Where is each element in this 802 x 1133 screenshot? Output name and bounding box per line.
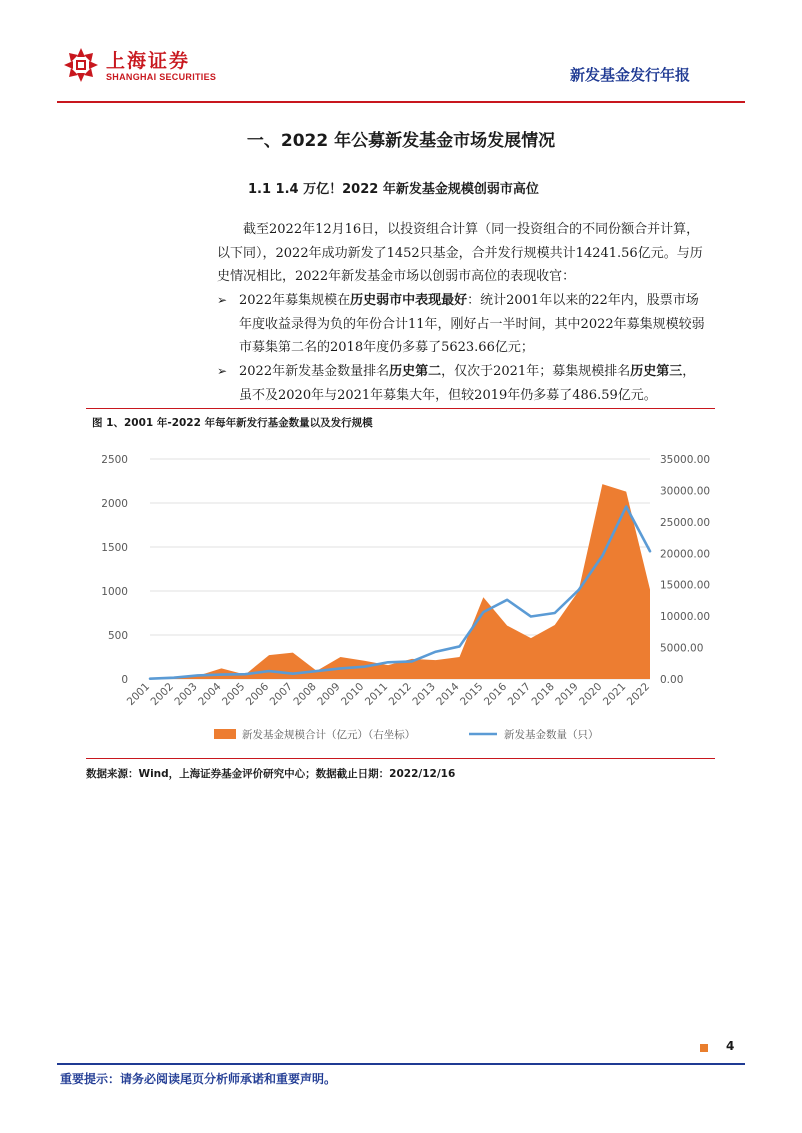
- x-axis-tick-label: 2006: [243, 680, 272, 709]
- x-axis-tick-label: 2012: [386, 680, 415, 709]
- footer-divider: [57, 1063, 745, 1065]
- left-axis-tick-label: 2500: [101, 454, 128, 466]
- right-axis-tick-label: 35000.00: [660, 454, 711, 466]
- bullet-highlight: 历史弱市中表现最好: [350, 293, 468, 308]
- right-axis-tick-label: 5000.00: [660, 642, 704, 655]
- x-axis-tick-label: 2022: [624, 680, 653, 709]
- x-axis-tick-label: 2016: [481, 680, 510, 709]
- x-axis-tick-label: 2001: [124, 680, 153, 709]
- bullet-highlight: 历史第三: [630, 364, 683, 379]
- bullet-text: 2022年新发基金数量排名: [239, 364, 390, 379]
- subsection-title: 1.1 1.4 万亿！2022 年新发基金规模创弱市高位: [248, 182, 539, 197]
- right-axis-tick-label: 30000.00: [660, 485, 711, 498]
- bullet-text: ，虽不及2020年与2021年募集大年，但较2019年仍多募了486.59亿元。: [239, 364, 696, 403]
- legend-label-line: 新发基金数量（只）: [504, 729, 599, 741]
- area-series-scale: [150, 484, 650, 679]
- brand-logo-icon: [62, 46, 100, 84]
- x-axis-tick-label: 2021: [600, 680, 629, 709]
- figure-top-rule: [86, 408, 715, 409]
- x-axis-tick-label: 2002: [148, 680, 176, 709]
- bullet-highlight: 历史第二: [389, 364, 442, 379]
- x-axis-tick-label: 2004: [196, 680, 224, 709]
- intro-paragraph: 截至2022年12月16日，以投资组合计算（同一投资组合的不同份额合并计算，以下同），2022年成功新发了1452只基金，合并发行规模共计14241.56亿元。与历史情况相比，2022年新发基金市场以创弱市高位的表现收官：: [217, 222, 703, 284]
- x-axis-tick-label: 2010: [339, 680, 367, 709]
- bullet-text: 2022年募集规模在: [239, 293, 351, 308]
- brand-name-cn: 上海证券: [106, 50, 191, 72]
- bullet-item: [217, 289, 707, 360]
- header-divider: [57, 101, 745, 103]
- left-axis-tick-label: 1500: [101, 542, 128, 554]
- chart: [86, 437, 715, 752]
- left-axis-tick-label: 1000: [101, 586, 128, 598]
- section-title: 一、2022 年公募新发基金市场发展情况: [246, 131, 556, 151]
- right-axis-tick-label: 25000.00: [660, 516, 711, 529]
- page-marker-square: [700, 1044, 708, 1052]
- legend-swatch-area: [214, 729, 236, 739]
- x-axis-tick-label: 2018: [529, 680, 557, 709]
- bullet-text: ，仅次于2021年；募集规模排名: [441, 364, 631, 379]
- x-axis-tick-label: 2013: [410, 680, 438, 709]
- figure-source: 数据来源：Wind，上海证券基金评价研究中心；数据截止日期：2022/12/16: [86, 768, 456, 780]
- bullet-item: [217, 360, 707, 407]
- x-axis-tick-label: 2011: [362, 680, 391, 709]
- figure-bottom-rule: [86, 758, 715, 759]
- arrow-bullet-icon: ➢: [217, 293, 228, 307]
- x-axis-tick-label: 2005: [219, 680, 248, 709]
- legend-label-area: 新发基金规模合计（亿元）（右坐标）: [242, 729, 416, 741]
- report-name: 新发基金发行年报: [569, 66, 690, 84]
- x-axis-tick-label: 2007: [267, 680, 295, 709]
- brand-name-en: SHANGHAI SECURITIES: [106, 72, 217, 82]
- bullet-text: ：统计2001年以来的22年内，股票市场年度收益录得为负的年份合计11年，刚好占一半时间，其中2022年募集规模较弱市募集第二名的2018年度仍多募了5623.66亿元；: [239, 293, 705, 355]
- x-axis-tick-label: 2014: [434, 680, 462, 709]
- x-axis-tick-label: 2020: [577, 680, 605, 709]
- right-axis-tick-label: 10000.00: [660, 611, 711, 624]
- page-number: 4: [726, 1039, 735, 1053]
- right-axis-tick-label: 0.00: [660, 674, 684, 686]
- left-axis-tick-label: 500: [107, 630, 128, 642]
- x-axis-tick-label: 2008: [291, 680, 319, 709]
- footer-disclaimer: 重要提示：请务必阅读尾页分析师承诺和重要声明。: [60, 1072, 337, 1086]
- x-axis-tick-label: 2017: [505, 680, 534, 709]
- right-axis-tick-label: 15000.00: [660, 579, 711, 592]
- chart-canvas: [86, 437, 715, 752]
- x-axis-tick-label: 2019: [553, 680, 581, 709]
- left-axis-tick-label: 2000: [101, 498, 128, 510]
- figure-title: 图 1、2001 年-2022 年每年新发行基金数量以及发行规模: [92, 417, 373, 429]
- right-axis-tick-label: 20000.00: [660, 548, 711, 561]
- left-axis-tick-label: 0: [121, 674, 128, 686]
- x-axis-tick-label: 2009: [315, 680, 343, 709]
- x-axis-tick-label: 2015: [458, 680, 486, 709]
- arrow-bullet-icon: ➢: [217, 364, 228, 378]
- x-axis-tick-label: 2003: [172, 680, 200, 709]
